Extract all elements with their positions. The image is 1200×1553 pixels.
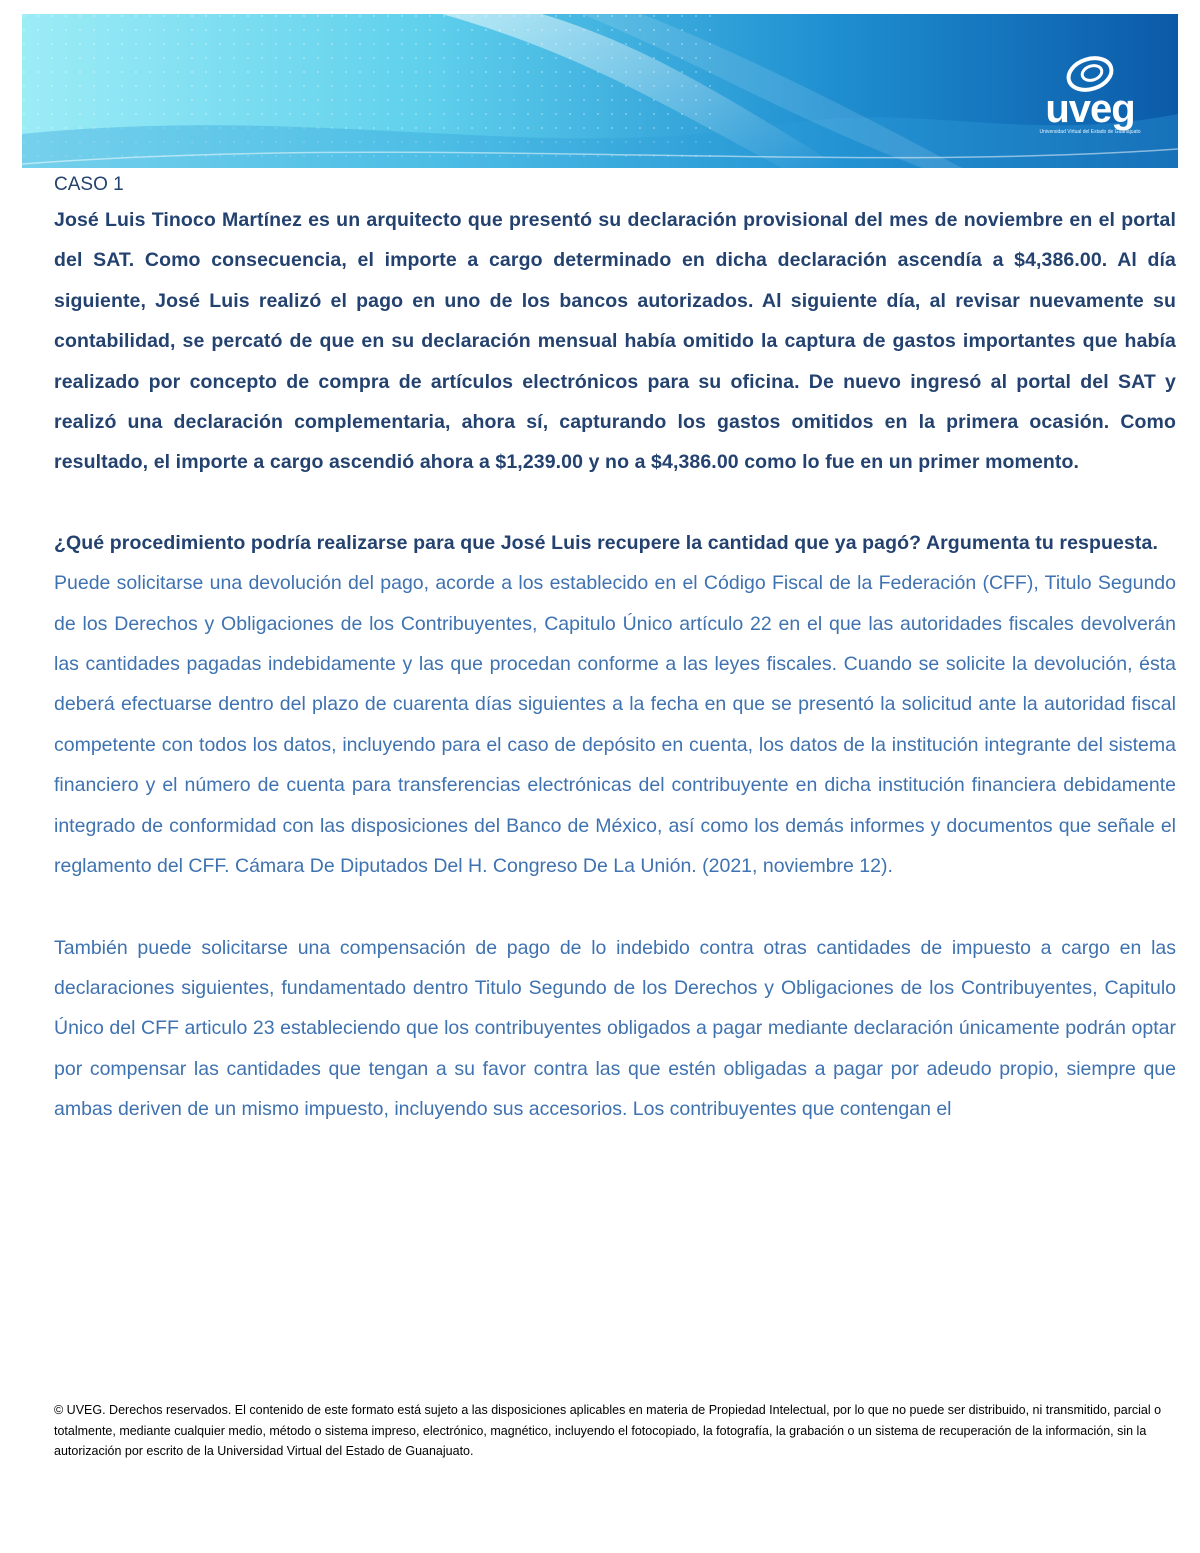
document-body <box>54 170 1176 1130</box>
case-title: CASO 1 <box>54 174 124 195</box>
case-description: José Luis Tinoco Martínez es un arquitecto que presentó su declaración provisional del mes de noviembre en el portal del SAT. Como consecuencia, el importe a cargo determinado en dicha declaración ascendía a $4,386.00. Al día siguiente, José Luis realizó el pago en uno de los bancos autorizados. Al siguiente día, al revisar nuevamente su contabilidad, se percató de que en su declaración mensual había omitido la captura de gastos importantes que había realizado por concepto de compra de artículos electrónicos para su oficina. De nuevo ingresó al portal del SAT y realizó una declaración complementaria, ahora sí, capturando los gastos omitidos en la primera ocasión. Como resultado, el importe a cargo ascendió ahora a $1,239.00 y no a $4,386.00 como lo fue en un primer momento. <box>54 209 1176 474</box>
answer-paragraph-2: También puede solicitarse una compensación de pago de lo indebido contra otras cantidades de impuesto a cargo en las declaraciones siguientes, fundamentado dentro Titulo Segundo de los Derechos y Obligaciones de los Contribuyentes, Capitulo Único del CFF articulo 23 estableciendo que los contribuyentes obligados a pagar mediante declaración únicamente podrán optar por compensar las cantidades que tengan a su favor contra las que estén obligadas a pagar por adeudo propio, siempre que ambas deriven de un mismo impuesto, incluyendo sus accesorios. Los contribuyentes que contengan el <box>54 936 1176 1121</box>
uveg-logo <box>1030 54 1150 154</box>
copyright-footer: © UVEG. Derechos reservados. El contenido de este formato está sujeto a las disposiciones aplicables en materia de Propiedad Intelectual, por lo que no puede ser distribuido, ni transmitido, parcial o totalmente, mediante cualquier medio, método o sistema impreso, electrónico, magnético, incluyendo el fotocopiado, la fotografía, la grabación o un sistema de recuperación de la información, sin la autorización por escrito de la Universidad Virtual del Estado de Guanajuato. <box>54 1403 1162 1458</box>
header-banner <box>22 14 1178 168</box>
answer-paragraph-1: Puede solicitarse una devolución del pago, acorde a los establecido en el Código Fiscal de la Federación (CFF), Titulo Segundo de los Derechos y Obligaciones de los Contribuyentes, Capitulo Único artículo 22 en el que las autoridades fiscales devolverán las cantidades pagadas indebidamente y las que procedan conforme a las leyes fiscales. Cuando se solicite la devolución, ésta deberá efectuarse dentro del plazo de cuarenta días siguientes a la fecha en que se presentó la solicitud ante la autoridad fiscal competente con todos los datos, incluyendo para el caso de depósito en cuenta, los datos de la institución integrante del sistema financiero y el número de cuenta para transferencias electrónicas del contribuyente en dicha institución financiera debidamente integrado de conformidad con las disposiciones del Banco de México, así como los demás informes y documentos que señale el reglamento del CFF. Cámara De Diputados Del H. Congreso De La Unión. (2021, noviembre 12). <box>54 572 1176 878</box>
banner-background <box>22 14 1178 168</box>
logo-wordmark: uveg <box>1045 87 1135 131</box>
logo-tagline: Universidad Virtual del Estado de Guanajuato <box>1039 129 1141 135</box>
question-text: ¿Qué procedimiento podría realizarse para que José Luis recupere la cantidad que ya pagó? Argumenta tu respuesta. <box>54 531 1158 554</box>
